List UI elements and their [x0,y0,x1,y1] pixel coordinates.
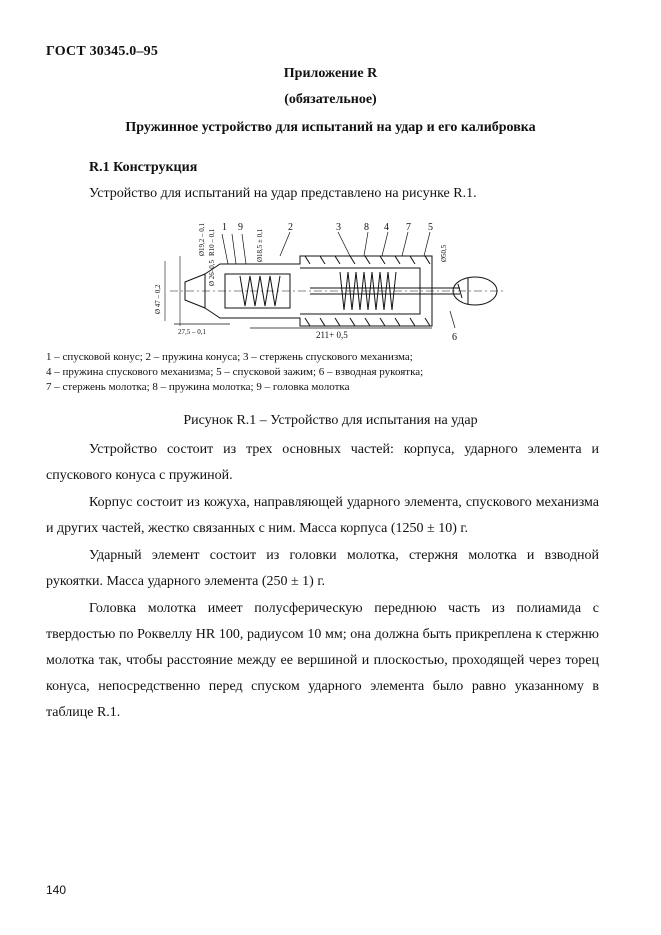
dim-diameter-50: Ø50,5 [440,244,448,262]
callout-2: 2 [288,222,293,233]
callout-8: 8 [364,222,369,233]
callout-1: 1 [222,222,227,233]
paragraph-1 [46,437,599,489]
paragraph-2-text: Корпус состоит из кожуха, направляющей ударного элемента, спускового механизма и других частей, жестко связанных с ним. Масса корпуса (1250 ± 10) г. [46,495,599,536]
callout-9: 9 [238,222,243,233]
paragraph-2 [46,490,599,542]
figure-title: Рисунок R.1 – Устройство для испытания на удар [183,413,478,428]
dim-diameter-18: Ø18,5 ± 0,1 [256,228,264,262]
callout-3: 3 [336,222,341,233]
section-intro: Устройство для испытаний на удар представлено на рисунке R.1. [89,186,477,201]
paragraph-4 [46,596,599,726]
callout-5: 5 [428,222,433,233]
paragraph-1-text: Устройство состоит из трех основных частей: корпуса, ударного элемента и спускового конуса с пружиной. [46,442,599,483]
appendix-title: Приложение R [283,66,378,81]
dim-radius-10: R10 – 0,1 [208,228,216,256]
figure-legend-line-3: 7 – стержень молотка; 8 – пружина молотка; 9 – головка молотка [46,381,350,393]
appendix-heading: Пружинное устройство для испытаний на удар и его калибровка [125,120,536,135]
impact-device-drawing [150,216,510,346]
figure-legend-line-1: 1 – спусковой конус; 2 – пружина конуса; 3 – стержень спускового механизма; [46,351,413,363]
page-number: 140 [46,883,67,897]
dim-length-27: 27,5 – 0,1 [178,328,206,336]
paragraph-3 [46,543,599,595]
callout-6: 6 [452,332,457,343]
callout-4: 4 [384,222,389,233]
figure-legend-line-2: 4 – пружина спускового механизма; 5 – спусковой зажим; 6 – взводная рукоятка; [46,366,424,378]
section-title: R.1 Конструкция [89,160,198,175]
paragraph-4-text: Головка молотка имеет полусферическую переднюю часть из полиамида с твердостью по Роквеллу HR 100, радиусом 10 мм; она должна быть прикреплена к стержню молотка так, чтобы расстояние между ее вершиной и плоскостью, проходящей через торец конуса, непосредственно перед спуском ударного элемента было равно указанному в таблице R.1. [46,601,599,720]
dim-diameter-19: Ø19,2 – 0,1 [198,222,206,256]
appendix-status: (обязательное) [284,92,377,107]
dim-diameter-47: Ø 47 – 0,2 [154,284,162,314]
paragraph-3-text: Ударный элемент состоит из головки молотка, стержня молотка и взводной рукоятки. Масса ударного элемента (250 ± 1) г. [46,548,599,589]
dim-diameter-26: Ø 26–0,5 [208,259,216,286]
document-header: ГОСТ 30345.0–95 [46,44,159,59]
dim-length-211: 211+ 0,5 [316,330,348,340]
callout-7: 7 [406,222,411,233]
